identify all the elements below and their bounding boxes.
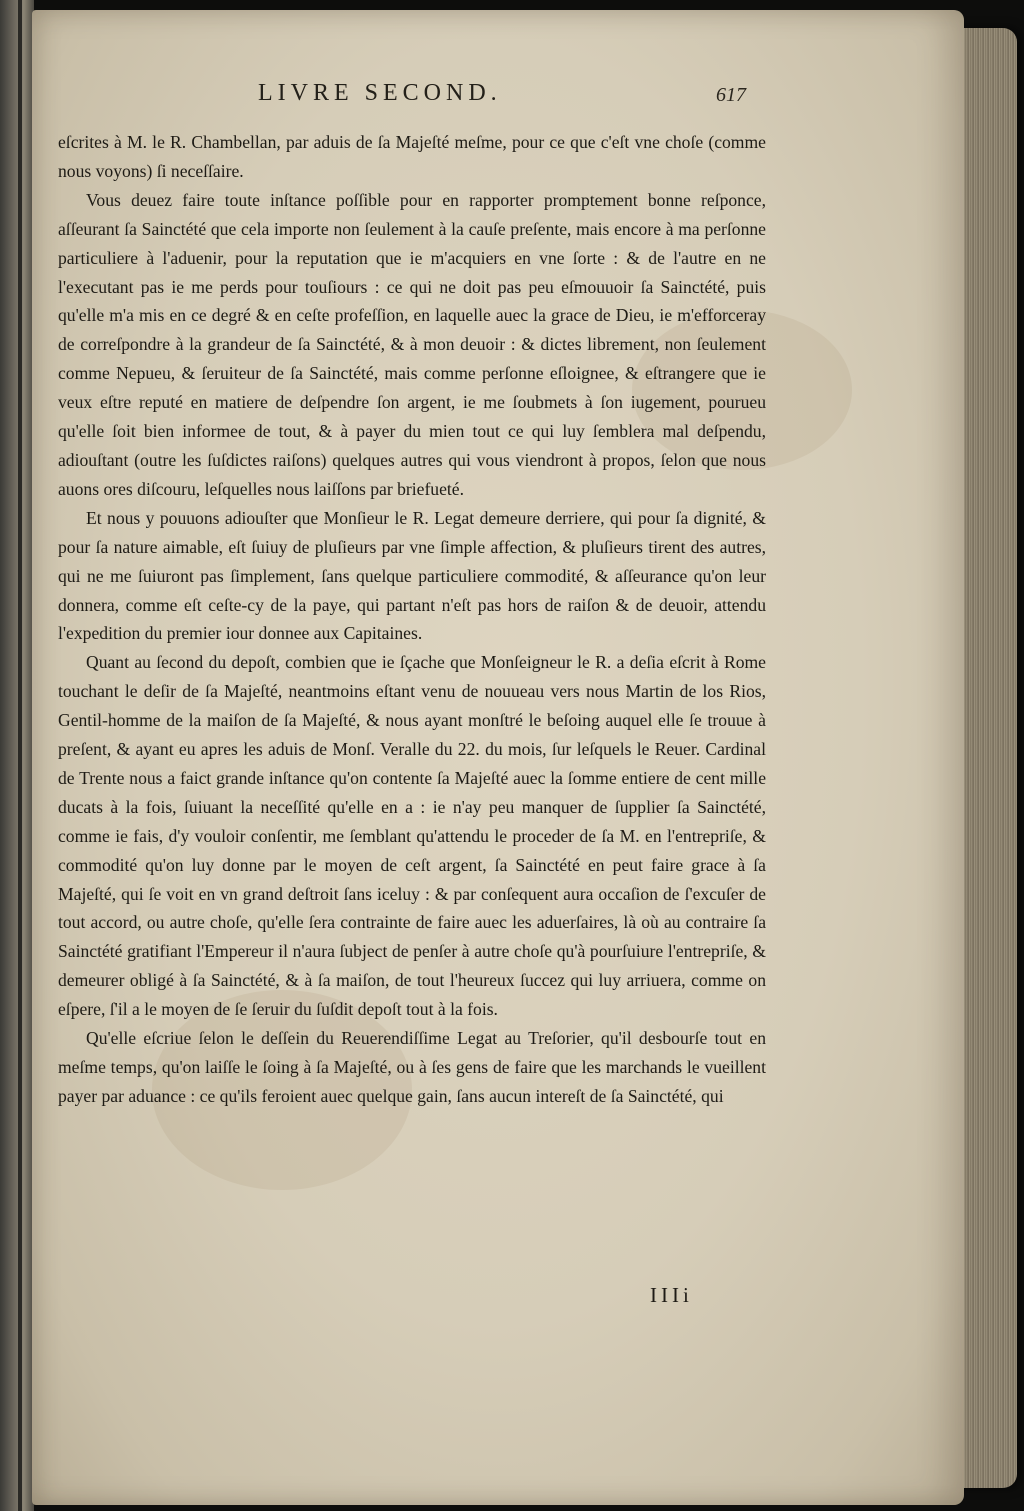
signature-mark: IIIi [650,1283,693,1307]
paragraph: eſcrites à M. le R. Chambellan, par aduis de ſa Majeſté meſme, pour ce que c'eſt vne choſe (comme nous voyons) ſi neceſſaire. [58,132,766,181]
paragraph: Quant au ſecond du depoſt, combien que ie ſçache que Monſeigneur le R. a deſia eſcrit à Rome touchant le deſir de ſa Majeſté, neantmoins eſtant venu de nouueau vers nous Martin de los Rios, Gentil-homme de la maiſon de ſa Majeſté, & nous ayant monſtré le beſoing auquel elle ſe trouue à preſent, & ayant eu apres les aduis de Monſ. Veralle du 22. du mois, ſur leſquels le Reuer. Cardinal de Trente nous a faict grande inſtance qu'on contente ſa Majeſté auec la ſomme entiere de cent mille ducats à la fois, ſuiuant la neceſſité qu'elle en a : ie n'ay peu manquer de ſupplier ſa Sainctété, comme ie fais, d'y vouloir conſentir, me ſemblant qu'attendu le proceder de ſa M. en l'entrepriſe, & commodité qu'on luy donne par le moyen de ceſt argent, ſa Sainctété en peut faire grace à ſa Majeſté, qui ſe voit en vn grand deſtroit ſans iceluy : & par conſequent aura occaſion de ſ'excuſer de tout accord, ou autre choſe, qu'elle ſera contrainte de faire auec les aduerſaires, là où au contraire ſa Sainctété gratifiant l'Empereur il n'aura ſubject de penſer à autre choſe qu'à pourſuiure l'entrepriſe, & demeurer obligé à ſa Sainctété, & à ſa maiſon, de tout l'heureux ſuccez qui luy arriuera, comme on eſpere, ſ'il a le moyen de ſe ſeruir du ſuſdit depoſt tout à la fois. [58,652,766,1020]
body-text [58,128,766,1111]
page-number: 617 [716,84,746,106]
paragraph: Qu'elle eſcriue ſelon le deſſein du Reuerendiſſime Legat au Treſorier, qu'il desbourſe tout en meſme temps, qu'on laiſſe le ſoing à ſa Majeſté, ou à ſes gens de faire que les marchands le vueillent payer par aduance : ce qu'ils feroient auec quelque gain, ſans aucun intereſt de ſa Sainctété, qui [58,1028,766,1106]
binding-gutter [18,0,22,1511]
book-binding-left [0,0,34,1511]
running-head-title: LIVRE SECOND. [258,80,502,106]
paragraph: Et nous y pouuons adiouſter que Monſieur le R. Legat demeure derriere, qui pour ſa dignité, & pour ſa nature aimable, eſt ſuiuy de pluſieurs par vne ſimple affection, & pluſieurs tirent des autres, qui ne me ſuiuront pas ſimplement, ſans quelque particuliere commodité, & aſſeurance qu'on leur donnera, comme eſt ceſte-cy de la paye, qui partant n'eſt pas hors de raiſon & de deuoir, attendu l'expedition du premier iour donnee aux Capitaines. [58,507,766,644]
page-edges-right [955,28,1017,1488]
running-head [60,78,760,118]
paragraph: Vous deuez faire toute inſtance poſſible pour en rapporter promptement bonne reſponce, aſſeurant ſa Sainctété que cela importe non ſeulement à la cauſe preſente, mais encore à ma perſonne particuliere à l'aduenir, pour la reputation que ie m'acquiers en vne ſorte : & de l'autre en ne l'executant pas ie me perds pour touſiours : ce qui ne doit pas peu eſmouuoir ſa Sainctété, puis qu'elle m'a mis en ce degré & en ceſte profeſſion, en laquelle auec la grace de Dieu, ie m'efforceray de correſpondre à la grandeur de ſa Sainctété, & à mon deuoir : & dictes librement, non ſeulement comme Nepueu, & ſeruiteur de ſa Sainctété, mais comme perſonne eſloignee, & eſtrangere que ie veux eſtre reputé en matiere de deſpendre ſon argent, ie me ſoubmets à ſon iugement, pourueu qu'elle ſoit bien informee de tout, & à payer du mien tout ce qui luy ſemblera mal deſpendu, adiouſtant (outre les ſuſdictes raiſons) quelques autres qui vous viendront à propos, ſelon que nous auons ores diſcouru, leſquelles nous laiſſons par briefueté. [58,189,766,499]
